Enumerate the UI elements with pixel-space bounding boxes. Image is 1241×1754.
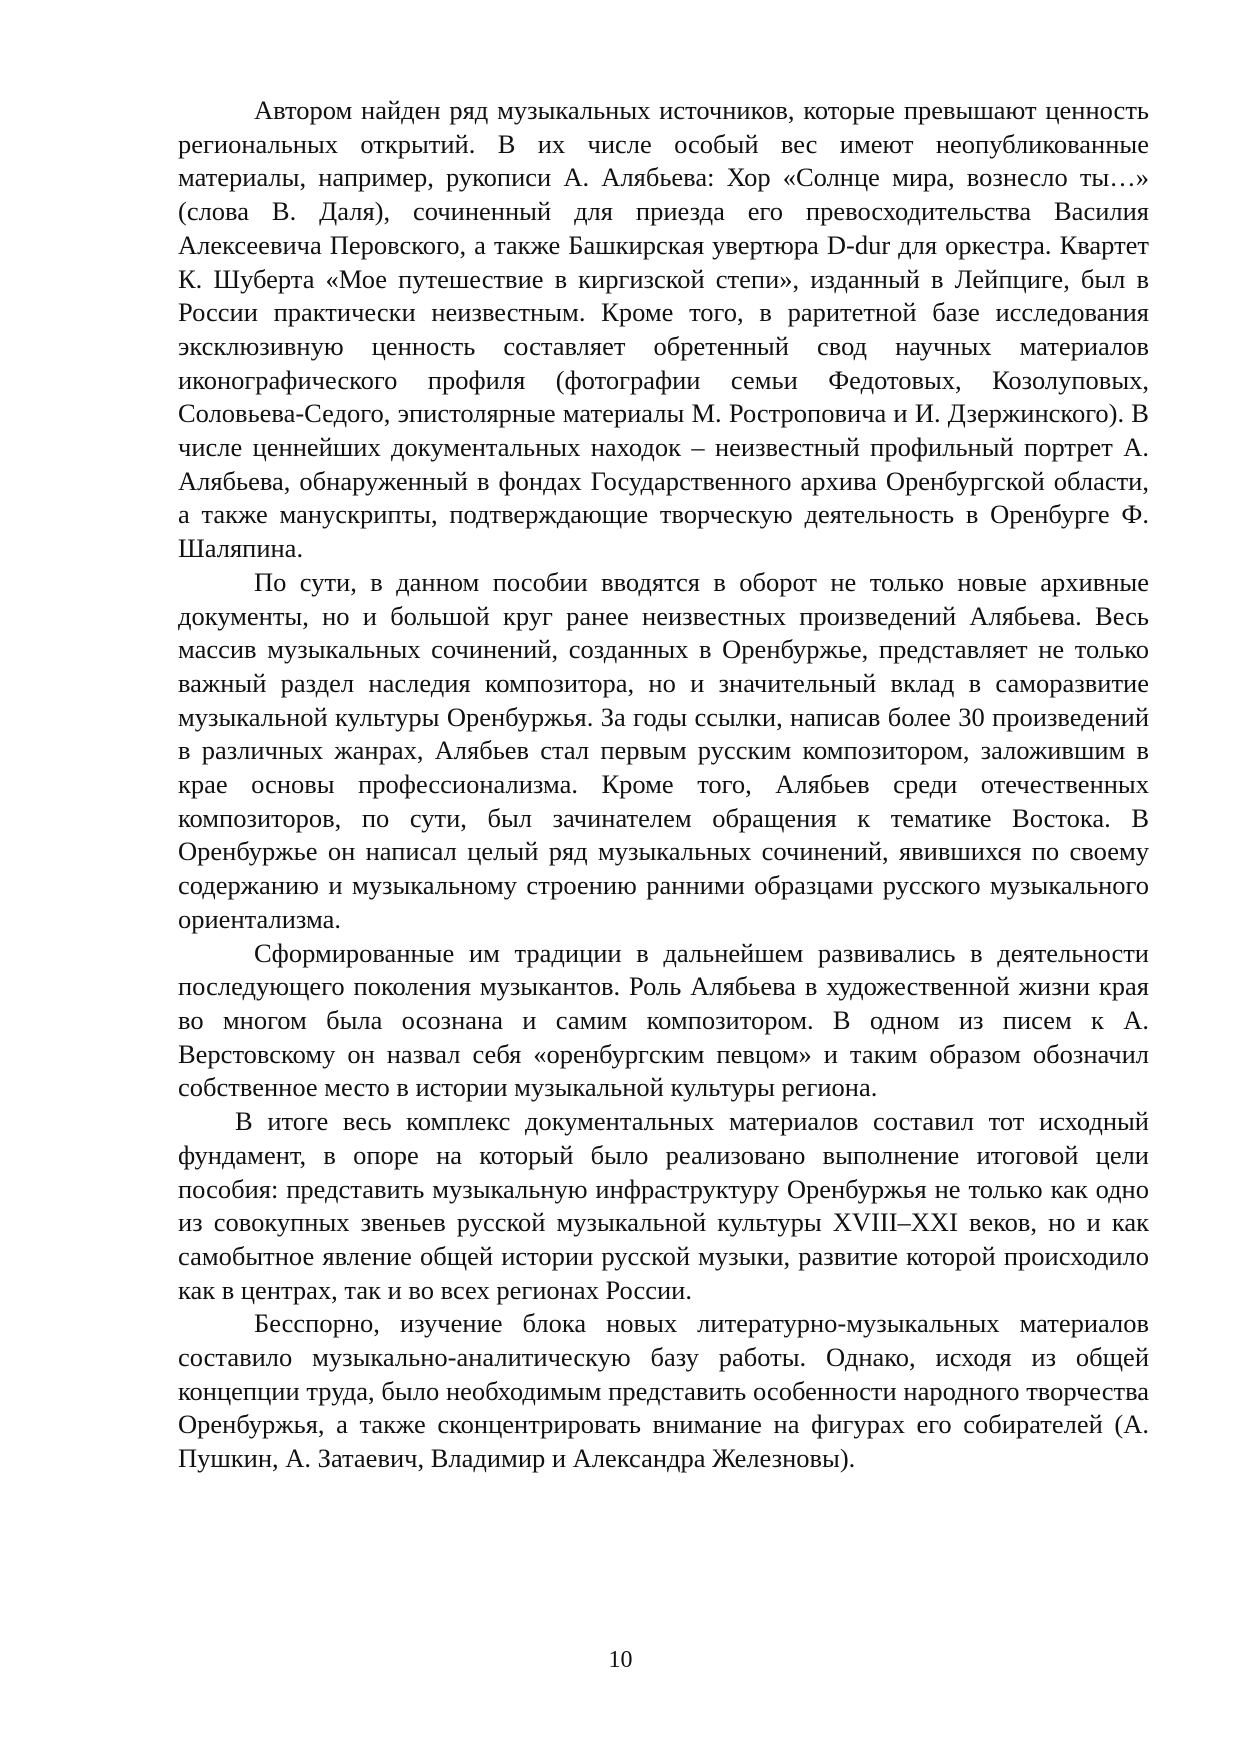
paragraph: Бесспорно, изучение блока новых литературно-музыкальных материалов составило музыкально-аналитическую базу работы. Однако, исходя из общей концепции труда, было необходимым представить особенности народного творчества Оренбуржья, а также сконцентрировать внимание на фигурах его собирателей (А. Пушкин, А. Затаевич, Владимир и Александра Железновы). [178,1308,1149,1474]
page-number: 10 [608,1647,633,1673]
paragraph: Автором найден ряд музыкальных источников, которые превышают ценность региональных открытий. В их числе особый вес имеют неопубликованные материалы, например, рукописи А. Алябьева: Хор «Солнце мира, вознесло ты…» (слова В. Даля), сочиненный для приезда его превосходительства Василия Алексеевича Перовского, а также Башкирская увертюра D-dur для оркестра. Квартет К. Шуберта «Мое путешествие в киргизской степи», изданный в Лейпциге, был в России практически неизвестным. Кроме того, в раритетной базе исследования эксклюзивную ценность составляет обретенный свод научных материалов иконографического профиля (фотографии семьи Федотовых, Козолуповых, Соловьева-Седого, эпистолярные материалы М. Ростроповича и И. Дзержинского). В числе ценнейших документальных находок – неизвестный профильный портрет А. Алябьева, обнаруженный в фондах Государственного архива Оренбургской области, а также манускрипты, подтверждающие творческую деятельность в Оренбурге Ф. Шаляпина. [178,95,1149,564]
paragraph: Сформированные им традиции в дальнейшем развивались в деятельности последующего поколения музыкантов. Роль Алябьева в художественной жизни края во многом была осознана и самим композитором. В одном из писем к А. Верстовскому он назвал себя «оренбургским певцом» и таким образом обозначил собственное место в истории музыкальной культуры региона. [178,937,1149,1103]
body-text [178,94,1149,1476]
paragraph: В итоге весь комплекс документальных материалов составил тот исходный фундамент, в опоре на который было реализовано выполнение итоговой цели пособия: представить музыкальную инфраструктуру Оренбуржья не только как одно из совокупных звеньев русской музыкальной культуры XVIII–XXI веков, но и как самобытное явление общей истории русской музыки, развитие которой происходило как в центрах, так и во всех регионах России. [178,1106,1149,1305]
paragraph: По сути, в данном пособии вводятся в оборот не только новые архивные документы, но и большой круг ранее неизвестных произведений Алябьева. Весь массив музыкальных сочинений, созданных в Оренбуржье, представляет не только важный раздел наследия композитора, но и значительный вклад в саморазвитие музыкальной культуры Оренбуржья. За годы ссылки, написав более 30 произведений в различных жанрах, Алябьев стал первым русским композитором, заложившим в крае основы профессионализма. Кроме того, Алябьев среди отечественных композиторов, по сути, был зачинателем обращения к тематике Востока. В Оренбуржье он написал целый ряд музыкальных сочинений, явившихся по своему содержанию и музыкальному строению ранними образцами русского музыкального ориентализма. [178,566,1149,934]
